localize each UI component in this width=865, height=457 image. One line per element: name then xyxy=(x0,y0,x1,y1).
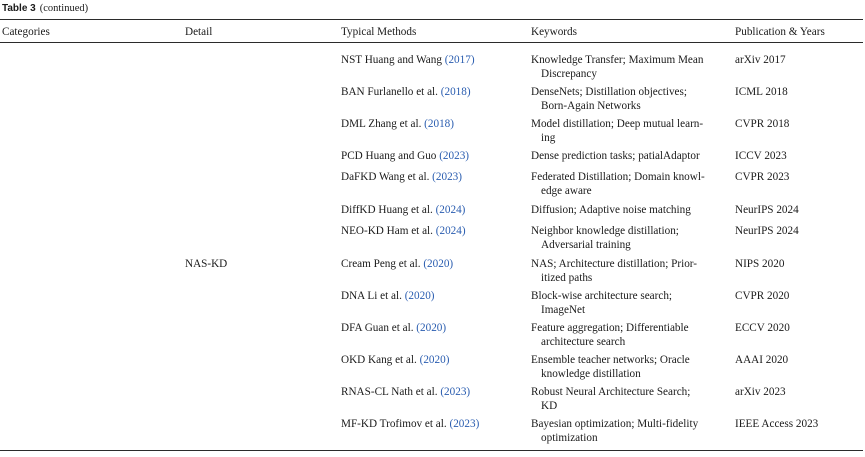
keywords-line-2: knowledge distillation xyxy=(541,367,641,380)
keywords-line-1: NAS; Architecture distillation; Prior- xyxy=(531,258,698,270)
keywords-line-2: itized paths xyxy=(541,271,593,284)
citation-link[interactable]: (2020) xyxy=(419,354,450,366)
table-caption xyxy=(2,2,88,15)
method-cell xyxy=(341,322,521,336)
publication-cell: CVPR 2023 xyxy=(735,171,790,183)
header-methods: Typical Methods xyxy=(341,26,417,38)
method-cell xyxy=(341,225,521,239)
method-name: DaFKD Wang et al. xyxy=(341,171,430,183)
method-cell xyxy=(341,418,521,432)
method-name: MF-KD Trofimov et al. xyxy=(341,418,447,430)
citation-link[interactable]: (2020) xyxy=(416,322,447,334)
method-cell xyxy=(341,150,521,164)
publication-cell: AAAI 2020 xyxy=(735,354,789,366)
citation-link[interactable]: (2017) xyxy=(444,54,475,66)
method-name: DNA Li et al. xyxy=(341,290,402,302)
keywords-cell xyxy=(531,354,731,381)
keywords-line-2: edge aware xyxy=(541,184,592,197)
keywords-line-1: Bayesian optimization; Multi-fidelity xyxy=(531,418,699,430)
header-categories: Categories xyxy=(2,26,50,38)
keywords-line-1: Neighbor knowledge distillation; xyxy=(531,225,679,237)
method-cell xyxy=(341,118,521,132)
keywords-cell xyxy=(531,258,731,285)
keywords-line-1: Knowledge Transfer; Maximum Mean xyxy=(531,54,704,66)
method-cell xyxy=(341,258,521,272)
method-cell xyxy=(341,386,521,400)
publication-cell: NIPS 2020 xyxy=(735,258,785,270)
detail-nas-kd: NAS-KD xyxy=(185,258,228,270)
publication-cell: IEEE Access 2023 xyxy=(735,418,819,430)
keywords-line-1: Model distillation; Deep mutual learn- xyxy=(531,118,704,130)
publication-cell: NeurIPS 2024 xyxy=(735,225,799,237)
publication-cell: NeurIPS 2024 xyxy=(735,204,799,216)
method-cell xyxy=(341,204,521,218)
keywords-line-2: ImageNet xyxy=(541,303,586,316)
keywords-line-1: Robust Neural Architecture Search; xyxy=(531,386,691,398)
method-name: RNAS-CL Nath et al. xyxy=(341,386,438,398)
method-name: NST Huang and Wang xyxy=(341,54,442,66)
citation-link[interactable]: (2023) xyxy=(432,171,462,183)
table-label: Table 3 xyxy=(2,3,36,14)
keywords-line-1: Dense prediction tasks; patialAdaptor xyxy=(531,150,700,162)
keywords-cell xyxy=(531,86,731,113)
publication-cell: ECCV 2020 xyxy=(735,322,790,334)
keywords-cell xyxy=(531,150,731,164)
citation-link[interactable]: (2020) xyxy=(404,290,435,302)
table-top-rule xyxy=(0,19,863,20)
keywords-line-2: Adversarial training xyxy=(541,238,631,251)
keywords-line-1: Diffusion; Adaptive noise matching xyxy=(531,204,691,216)
keywords-line-1: DenseNets; Distillation objectives; xyxy=(531,86,687,98)
publication-cell: arXiv 2017 xyxy=(735,54,786,66)
method-name: NEO-KD Ham et al. xyxy=(341,225,433,237)
citation-link[interactable]: (2018) xyxy=(440,86,471,98)
keywords-line-2: optimization xyxy=(541,431,598,444)
citation-link[interactable]: (2023) xyxy=(440,386,471,398)
method-cell xyxy=(341,354,521,368)
method-name: DFA Guan et al. xyxy=(341,322,414,334)
keywords-line-1: Ensemble teacher networks; Oracle xyxy=(531,354,690,366)
method-cell xyxy=(341,290,521,304)
keywords-cell xyxy=(531,225,731,252)
method-name: DML Zhang et al. xyxy=(341,118,422,130)
header-publication: Publication & Years xyxy=(735,26,825,38)
method-cell xyxy=(341,171,521,185)
keywords-cell xyxy=(531,290,731,317)
keywords-line-2: architecture search xyxy=(541,335,626,348)
publication-cell: CVPR 2020 xyxy=(735,290,790,302)
keywords-line-1: Federated Distillation; Domain knowl- xyxy=(531,171,705,183)
header-detail: Detail xyxy=(185,26,213,38)
publication-cell: ICCV 2023 xyxy=(735,150,787,162)
publication-cell: arXiv 2023 xyxy=(735,386,786,398)
method-cell xyxy=(341,54,521,68)
method-name: OKD Kang et al. xyxy=(341,354,417,366)
keywords-cell xyxy=(531,54,731,81)
citation-link[interactable]: (2018) xyxy=(424,118,454,130)
publication-cell: ICML 2018 xyxy=(735,86,788,98)
citation-link[interactable]: (2023) xyxy=(449,418,480,430)
table-caption-suffix: (continued) xyxy=(39,3,89,14)
method-name: Cream Peng et al. xyxy=(341,258,421,270)
keywords-line-2: KD xyxy=(541,399,558,412)
method-cell xyxy=(341,86,521,100)
publication-cell: CVPR 2018 xyxy=(735,118,790,130)
table-header-rule xyxy=(0,42,863,43)
keywords-line-2: ing xyxy=(541,131,556,144)
keywords-line-2: Born-Again Networks xyxy=(541,99,641,112)
citation-link[interactable]: (2024) xyxy=(435,204,466,216)
header-keywords: Keywords xyxy=(531,26,577,38)
citation-link[interactable]: (2023) xyxy=(439,150,470,162)
keywords-cell xyxy=(531,171,731,198)
keywords-line-1: Block-wise architecture search; xyxy=(531,290,673,302)
method-name: BAN Furlanello et al. xyxy=(341,86,438,98)
keywords-line-1: Feature aggregation; Differentiable xyxy=(531,322,689,334)
method-name: PCD Huang and Guo xyxy=(341,150,437,162)
keywords-cell xyxy=(531,418,731,445)
keywords-cell xyxy=(531,322,731,349)
keywords-line-2: Discrepancy xyxy=(541,67,597,80)
keywords-cell xyxy=(531,118,731,145)
keywords-cell xyxy=(531,386,731,413)
citation-link[interactable]: (2020) xyxy=(423,258,454,270)
keywords-cell xyxy=(531,204,731,218)
citation-link[interactable]: (2024) xyxy=(435,225,466,237)
table-bottom-rule xyxy=(0,450,863,451)
method-name: DiffKD Huang et al. xyxy=(341,204,433,216)
